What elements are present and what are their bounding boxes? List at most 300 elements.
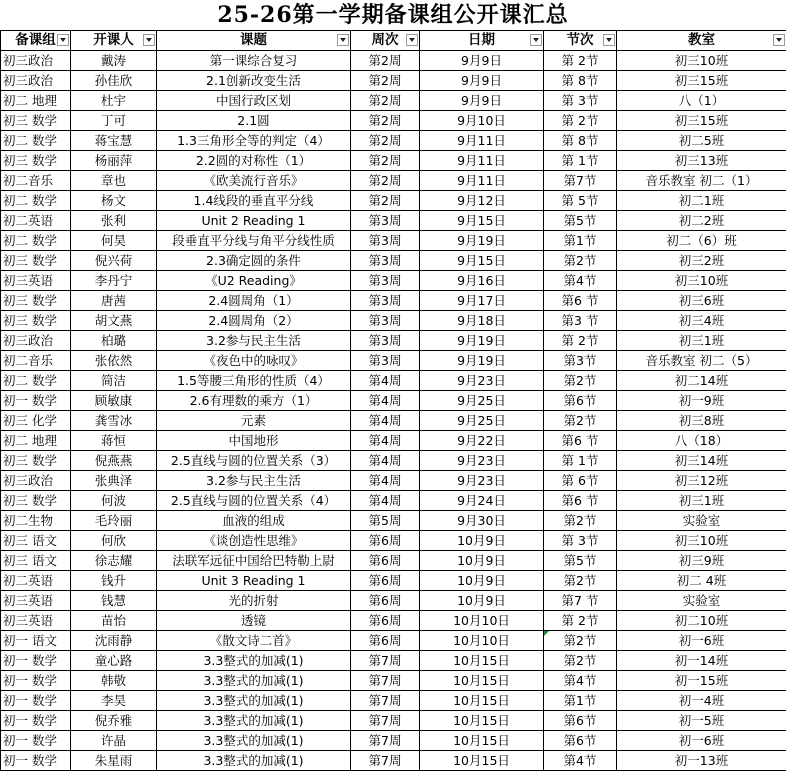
cell-group[interactable]: 初三政治 bbox=[1, 51, 71, 71]
cell-period[interactable]: 第4节 bbox=[544, 271, 617, 291]
filter-dropdown-icon[interactable] bbox=[143, 34, 155, 46]
cell-period[interactable]: 第 3节 bbox=[544, 91, 617, 111]
table-row bbox=[1, 531, 786, 551]
cell-classroom[interactable]: 初二5班 bbox=[617, 131, 786, 151]
cell-teacher[interactable]: 李昊 bbox=[71, 691, 157, 711]
cell-group[interactable]: 初一 数学 bbox=[1, 691, 71, 711]
cell-classroom[interactable]: 初二14班 bbox=[617, 371, 786, 391]
cell-week[interactable]: 第6周 bbox=[351, 531, 420, 551]
cell-teacher[interactable]: 钱慧 bbox=[71, 591, 157, 611]
cell-topic[interactable]: 2.4圆周角（1） bbox=[157, 291, 351, 311]
cell-teacher[interactable]: 龚雪冰 bbox=[71, 411, 157, 431]
cell-topic[interactable]: 法联军远征中国给巴特勒上尉 bbox=[157, 551, 351, 571]
table-row bbox=[1, 51, 786, 71]
cell-teacher[interactable]: 李丹宁 bbox=[71, 271, 157, 291]
table-body bbox=[1, 51, 786, 771]
cell-week[interactable]: 第3周 bbox=[351, 291, 420, 311]
table-row bbox=[1, 171, 786, 191]
cell-week[interactable]: 第3周 bbox=[351, 351, 420, 371]
cell-date[interactable]: 9月24日 bbox=[420, 491, 544, 511]
cell-date[interactable]: 9月30日 bbox=[420, 511, 544, 531]
cell-week[interactable]: 第3周 bbox=[351, 231, 420, 251]
cell-classroom[interactable]: 初三1班 bbox=[617, 331, 786, 351]
column-header-label: 开课人 bbox=[93, 32, 134, 48]
cell-topic[interactable]: 3.3整式的加减(1) bbox=[157, 651, 351, 671]
cell-group[interactable]: 初二 数学 bbox=[1, 131, 71, 151]
cell-classroom[interactable]: 音乐教室 初二（5） bbox=[617, 351, 786, 371]
cell-week[interactable]: 第7周 bbox=[351, 751, 420, 771]
cell-teacher[interactable]: 倪兴荷 bbox=[71, 251, 157, 271]
table-row bbox=[1, 111, 786, 131]
cell-teacher[interactable]: 简洁 bbox=[71, 371, 157, 391]
cell-group[interactable]: 初二音乐 bbox=[1, 351, 71, 371]
cell-group[interactable]: 初一 数学 bbox=[1, 731, 71, 751]
cell-classroom[interactable]: 初三10班 bbox=[617, 531, 786, 551]
cell-topic[interactable]: 中国地形 bbox=[157, 431, 351, 451]
cell-topic[interactable]: 光的折射 bbox=[157, 591, 351, 611]
column-header-label: 节次 bbox=[567, 32, 594, 48]
cell-topic[interactable]: 2.5直线与圆的位置关系（4） bbox=[157, 491, 351, 511]
cell-period[interactable]: 第6 节 bbox=[544, 491, 617, 511]
sheet-title: 25-26第一学期备课组公开课汇总 bbox=[0, 0, 786, 30]
table-row bbox=[1, 151, 786, 171]
cell-topic[interactable]: Unit 2 Reading 1 bbox=[157, 211, 351, 231]
cell-date[interactable]: 9月12日 bbox=[420, 191, 544, 211]
cell-date[interactable]: 9月10日 bbox=[420, 111, 544, 131]
cell-date[interactable]: 9月22日 bbox=[420, 431, 544, 451]
cell-week[interactable]: 第2周 bbox=[351, 71, 420, 91]
cell-group[interactable]: 初三 数学 bbox=[1, 151, 71, 171]
cell-period[interactable]: 第 2节 bbox=[544, 331, 617, 351]
cell-week[interactable]: 第4周 bbox=[351, 451, 420, 471]
cell-classroom[interactable]: 初三6班 bbox=[617, 291, 786, 311]
cell-classroom[interactable]: 初一14班 bbox=[617, 651, 786, 671]
cell-week[interactable]: 第6周 bbox=[351, 591, 420, 611]
cell-date[interactable]: 9月19日 bbox=[420, 351, 544, 371]
cell-group[interactable]: 初二 数学 bbox=[1, 231, 71, 251]
cell-classroom[interactable]: 初二10班 bbox=[617, 611, 786, 631]
cell-period[interactable]: 第1节 bbox=[544, 231, 617, 251]
cell-date[interactable]: 9月19日 bbox=[420, 331, 544, 351]
cell-date[interactable]: 9月18日 bbox=[420, 311, 544, 331]
cell-teacher[interactable]: 蒋宝慧 bbox=[71, 131, 157, 151]
cell-classroom[interactable]: 初一6班 bbox=[617, 631, 786, 651]
cell-classroom[interactable]: 初三9班 bbox=[617, 551, 786, 571]
cell-week[interactable]: 第3周 bbox=[351, 271, 420, 291]
cell-topic[interactable]: 2.6有理数的乘方（1） bbox=[157, 391, 351, 411]
cell-classroom[interactable]: 初二（6）班 bbox=[617, 231, 786, 251]
cell-date[interactable]: 10月15日 bbox=[420, 691, 544, 711]
cell-teacher[interactable]: 蒋恒 bbox=[71, 431, 157, 451]
cell-group[interactable]: 初二 数学 bbox=[1, 371, 71, 391]
cell-period[interactable]: 第2节 bbox=[544, 631, 617, 651]
cell-week[interactable]: 第2周 bbox=[351, 131, 420, 151]
column-header-teacher bbox=[71, 31, 157, 51]
column-header-topic bbox=[157, 31, 351, 51]
cell-group[interactable]: 初三 数学 bbox=[1, 451, 71, 471]
cell-week[interactable]: 第4周 bbox=[351, 391, 420, 411]
cell-teacher[interactable]: 韩敬 bbox=[71, 671, 157, 691]
cell-topic[interactable]: 透镜 bbox=[157, 611, 351, 631]
cell-teacher[interactable]: 张利 bbox=[71, 211, 157, 231]
cell-classroom[interactable]: 初三8班 bbox=[617, 411, 786, 431]
cell-teacher[interactable]: 顾敏康 bbox=[71, 391, 157, 411]
cell-group[interactable]: 初三政治 bbox=[1, 331, 71, 351]
cell-topic[interactable]: 2.4圆周角（2） bbox=[157, 311, 351, 331]
cell-period[interactable]: 第2节 bbox=[544, 411, 617, 431]
cell-topic[interactable]: 3.3整式的加减(1) bbox=[157, 751, 351, 771]
cell-date[interactable]: 9月19日 bbox=[420, 231, 544, 251]
cell-week[interactable]: 第4周 bbox=[351, 371, 420, 391]
cell-topic[interactable]: 2.5直线与圆的位置关系（3） bbox=[157, 451, 351, 471]
cell-classroom[interactable]: 八（1） bbox=[617, 91, 786, 111]
cell-week[interactable]: 第4周 bbox=[351, 491, 420, 511]
cell-week[interactable]: 第4周 bbox=[351, 411, 420, 431]
cell-group[interactable]: 初二 地理 bbox=[1, 91, 71, 111]
cell-teacher[interactable]: 童心路 bbox=[71, 651, 157, 671]
table-row bbox=[1, 211, 786, 231]
cell-topic[interactable]: 2.2圆的对称性（1） bbox=[157, 151, 351, 171]
cell-date[interactable]: 10月15日 bbox=[420, 651, 544, 671]
table-row bbox=[1, 191, 786, 211]
cell-teacher[interactable]: 杨文 bbox=[71, 191, 157, 211]
table-row bbox=[1, 391, 786, 411]
cell-classroom[interactable]: 八（18） bbox=[617, 431, 786, 451]
cell-topic[interactable]: 3.3整式的加减(1) bbox=[157, 691, 351, 711]
cell-date[interactable]: 10月10日 bbox=[420, 631, 544, 651]
cell-date[interactable]: 9月15日 bbox=[420, 251, 544, 271]
cell-period[interactable]: 第 6节 bbox=[544, 471, 617, 491]
cell-date[interactable]: 9月25日 bbox=[420, 411, 544, 431]
cell-teacher[interactable]: 徐志耀 bbox=[71, 551, 157, 571]
cell-classroom[interactable]: 初三12班 bbox=[617, 471, 786, 491]
cell-topic[interactable]: 1.5等腰三角形的性质（4） bbox=[157, 371, 351, 391]
column-header-label: 周次 bbox=[372, 32, 399, 48]
cell-teacher[interactable]: 钱升 bbox=[71, 571, 157, 591]
cell-teacher[interactable]: 柏璐 bbox=[71, 331, 157, 351]
table-row bbox=[1, 711, 786, 731]
table-row bbox=[1, 551, 786, 571]
cell-week[interactable]: 第7周 bbox=[351, 671, 420, 691]
cell-teacher[interactable]: 章也 bbox=[71, 171, 157, 191]
cell-period[interactable]: 第4节 bbox=[544, 671, 617, 691]
cell-period[interactable]: 第6节 bbox=[544, 731, 617, 751]
table-row bbox=[1, 691, 786, 711]
cell-teacher[interactable]: 杜宇 bbox=[71, 91, 157, 111]
column-header-date bbox=[420, 31, 544, 51]
cell-date[interactable]: 9月11日 bbox=[420, 131, 544, 151]
cell-group[interactable]: 初三政治 bbox=[1, 471, 71, 491]
cell-group[interactable]: 初二音乐 bbox=[1, 171, 71, 191]
cell-period[interactable]: 第 1节 bbox=[544, 151, 617, 171]
cell-date[interactable]: 10月9日 bbox=[420, 591, 544, 611]
cell-teacher[interactable]: 苗怡 bbox=[71, 611, 157, 631]
cell-date[interactable]: 9月9日 bbox=[420, 71, 544, 91]
column-header-period bbox=[544, 31, 617, 51]
cell-group[interactable]: 初三 数学 bbox=[1, 311, 71, 331]
cell-topic[interactable]: 3.2参与民主生活 bbox=[157, 331, 351, 351]
cell-topic[interactable]: Unit 3 Reading 1 bbox=[157, 571, 351, 591]
cell-group[interactable]: 初一 数学 bbox=[1, 651, 71, 671]
table-row bbox=[1, 71, 786, 91]
filter-dropdown-icon[interactable] bbox=[603, 34, 615, 46]
cell-classroom[interactable]: 初一4班 bbox=[617, 691, 786, 711]
cell-group[interactable]: 初三英语 bbox=[1, 591, 71, 611]
table-row bbox=[1, 131, 786, 151]
cell-period[interactable]: 第5节 bbox=[544, 551, 617, 571]
cell-date[interactable]: 10月10日 bbox=[420, 611, 544, 631]
cell-classroom[interactable]: 初一15班 bbox=[617, 671, 786, 691]
cell-date[interactable]: 10月15日 bbox=[420, 751, 544, 771]
cell-topic[interactable]: 段垂直平分线与角平分线性质 bbox=[157, 231, 351, 251]
filter-dropdown-icon[interactable] bbox=[773, 34, 785, 46]
column-header-label: 课题 bbox=[240, 32, 267, 48]
cell-week[interactable]: 第4周 bbox=[351, 431, 420, 451]
cell-week[interactable]: 第7周 bbox=[351, 731, 420, 751]
cell-period[interactable]: 第2节 bbox=[544, 511, 617, 531]
cell-week[interactable]: 第2周 bbox=[351, 91, 420, 111]
cell-classroom[interactable]: 初二2班 bbox=[617, 211, 786, 231]
cell-topic[interactable]: 1.4线段的垂直平分线 bbox=[157, 191, 351, 211]
cell-group[interactable]: 初二英语 bbox=[1, 571, 71, 591]
table-row bbox=[1, 91, 786, 111]
cell-teacher[interactable]: 倪燕燕 bbox=[71, 451, 157, 471]
cell-group[interactable]: 初一 数学 bbox=[1, 391, 71, 411]
cell-group[interactable]: 初三英语 bbox=[1, 271, 71, 291]
cell-classroom[interactable]: 实验室 bbox=[617, 591, 786, 611]
column-header-label: 日期 bbox=[468, 32, 495, 48]
cell-week[interactable]: 第2周 bbox=[351, 191, 420, 211]
cell-classroom[interactable]: 初二 4班 bbox=[617, 571, 786, 591]
cell-period[interactable]: 第2节 bbox=[544, 371, 617, 391]
cell-teacher[interactable]: 毛玲丽 bbox=[71, 511, 157, 531]
cell-topic[interactable]: 2.1圆 bbox=[157, 111, 351, 131]
cell-date[interactable]: 9月23日 bbox=[420, 451, 544, 471]
cell-classroom[interactable]: 初二1班 bbox=[617, 191, 786, 211]
table-row bbox=[1, 571, 786, 591]
cell-classroom[interactable]: 初三15班 bbox=[617, 111, 786, 131]
filter-dropdown-icon[interactable] bbox=[406, 34, 418, 46]
cell-teacher[interactable]: 胡文燕 bbox=[71, 311, 157, 331]
cell-topic[interactable]: 2.3确定圆的条件 bbox=[157, 251, 351, 271]
cell-date[interactable]: 9月11日 bbox=[420, 151, 544, 171]
cell-period[interactable]: 第5节 bbox=[544, 211, 617, 231]
cell-week[interactable]: 第2周 bbox=[351, 111, 420, 131]
cell-period[interactable]: 第1节 bbox=[544, 691, 617, 711]
cell-teacher[interactable]: 何昊 bbox=[71, 231, 157, 251]
cell-date[interactable]: 10月15日 bbox=[420, 731, 544, 751]
cell-classroom[interactable]: 音乐教室 初二（1） bbox=[617, 171, 786, 191]
cell-topic[interactable]: 1.3三角形全等的判定（4） bbox=[157, 131, 351, 151]
cell-topic[interactable]: 《夜色中的咏叹》 bbox=[157, 351, 351, 371]
cell-period[interactable]: 第2节 bbox=[544, 651, 617, 671]
cell-week[interactable]: 第6周 bbox=[351, 611, 420, 631]
cell-date[interactable]: 9月11日 bbox=[420, 171, 544, 191]
cell-period[interactable]: 第6 节 bbox=[544, 291, 617, 311]
cell-period[interactable]: 第 8节 bbox=[544, 71, 617, 91]
cell-week[interactable]: 第4周 bbox=[351, 471, 420, 491]
cell-week[interactable]: 第2周 bbox=[351, 51, 420, 71]
filter-dropdown-icon[interactable] bbox=[57, 34, 69, 46]
cell-period[interactable]: 第 1节 bbox=[544, 451, 617, 471]
table-row bbox=[1, 651, 786, 671]
cell-date[interactable]: 9月9日 bbox=[420, 51, 544, 71]
column-header-label: 教室 bbox=[688, 32, 715, 48]
cell-period[interactable]: 第 2节 bbox=[544, 51, 617, 71]
cell-classroom[interactable]: 初三10班 bbox=[617, 51, 786, 71]
cell-group[interactable]: 初三 语文 bbox=[1, 551, 71, 571]
cell-teacher[interactable]: 朱星雨 bbox=[71, 751, 157, 771]
cell-group[interactable]: 初三 数学 bbox=[1, 491, 71, 511]
cell-topic[interactable]: 元素 bbox=[157, 411, 351, 431]
cell-teacher[interactable]: 沈雨静 bbox=[71, 631, 157, 651]
cell-date[interactable]: 10月9日 bbox=[420, 571, 544, 591]
cell-week[interactable]: 第6周 bbox=[351, 571, 420, 591]
header-row bbox=[1, 31, 786, 51]
cell-topic[interactable]: 《欧美流行音乐》 bbox=[157, 171, 351, 191]
cell-group[interactable]: 初三 数学 bbox=[1, 111, 71, 131]
cell-group[interactable]: 初一 数学 bbox=[1, 711, 71, 731]
cell-teacher[interactable]: 何波 bbox=[71, 491, 157, 511]
table-row bbox=[1, 491, 786, 511]
cell-week[interactable]: 第6周 bbox=[351, 631, 420, 651]
filter-dropdown-icon[interactable] bbox=[337, 34, 349, 46]
cell-date[interactable]: 9月25日 bbox=[420, 391, 544, 411]
cell-classroom[interactable]: 初一13班 bbox=[617, 751, 786, 771]
table-row bbox=[1, 731, 786, 751]
cell-classroom[interactable]: 初一9班 bbox=[617, 391, 786, 411]
cell-week[interactable]: 第3周 bbox=[351, 311, 420, 331]
cell-period[interactable]: 第 5节 bbox=[544, 191, 617, 211]
column-header-label: 备课组 bbox=[15, 32, 56, 48]
cell-topic[interactable]: 3.2参与民主生活 bbox=[157, 471, 351, 491]
cell-period[interactable]: 第2节 bbox=[544, 251, 617, 271]
table-row bbox=[1, 331, 786, 351]
cell-group[interactable]: 初一 数学 bbox=[1, 671, 71, 691]
cell-classroom[interactable]: 初三2班 bbox=[617, 251, 786, 271]
cell-teacher[interactable]: 丁可 bbox=[71, 111, 157, 131]
cell-teacher[interactable]: 张依然 bbox=[71, 351, 157, 371]
cell-topic[interactable]: 《散文诗二首》 bbox=[157, 631, 351, 651]
cell-date[interactable]: 9月17日 bbox=[420, 291, 544, 311]
cell-group[interactable]: 初二 数学 bbox=[1, 191, 71, 211]
cell-period[interactable]: 第 8节 bbox=[544, 131, 617, 151]
table-row bbox=[1, 431, 786, 451]
cell-week[interactable]: 第7周 bbox=[351, 651, 420, 671]
cell-group[interactable]: 初三 数学 bbox=[1, 251, 71, 271]
cell-teacher[interactable]: 倪乔雅 bbox=[71, 711, 157, 731]
cell-teacher[interactable]: 何欣 bbox=[71, 531, 157, 551]
cell-group[interactable]: 初一 数学 bbox=[1, 751, 71, 771]
cell-period[interactable]: 第4节 bbox=[544, 751, 617, 771]
cell-topic[interactable]: 血液的组成 bbox=[157, 511, 351, 531]
cell-period[interactable]: 第3节 bbox=[544, 351, 617, 371]
table-row bbox=[1, 271, 786, 291]
cell-group[interactable]: 初三英语 bbox=[1, 611, 71, 631]
table-row bbox=[1, 671, 786, 691]
cell-date[interactable]: 10月9日 bbox=[420, 551, 544, 571]
cell-group[interactable]: 初二英语 bbox=[1, 211, 71, 231]
cell-classroom[interactable]: 初三13班 bbox=[617, 151, 786, 171]
cell-week[interactable]: 第6周 bbox=[351, 551, 420, 571]
cell-week[interactable]: 第2周 bbox=[351, 171, 420, 191]
cell-teacher[interactable]: 戴涛 bbox=[71, 51, 157, 71]
cell-period[interactable]: 第6 节 bbox=[544, 431, 617, 451]
cell-period[interactable]: 第2节 bbox=[544, 571, 617, 591]
cell-topic[interactable]: 3.3整式的加减(1) bbox=[157, 671, 351, 691]
cell-week[interactable]: 第3周 bbox=[351, 211, 420, 231]
cell-teacher[interactable]: 孙佳欣 bbox=[71, 71, 157, 91]
cell-classroom[interactable]: 初三1班 bbox=[617, 491, 786, 511]
cell-group[interactable]: 初二 地理 bbox=[1, 431, 71, 451]
cell-teacher[interactable]: 杨丽萍 bbox=[71, 151, 157, 171]
cell-classroom[interactable]: 实验室 bbox=[617, 511, 786, 531]
cell-topic[interactable]: 中国行政区划 bbox=[157, 91, 351, 111]
cell-date[interactable]: 10月9日 bbox=[420, 531, 544, 551]
cell-classroom[interactable]: 初一5班 bbox=[617, 711, 786, 731]
cell-date[interactable]: 10月15日 bbox=[420, 671, 544, 691]
cell-group[interactable]: 初三 化学 bbox=[1, 411, 71, 431]
cell-date[interactable]: 9月9日 bbox=[420, 91, 544, 111]
cell-period[interactable]: 第6节 bbox=[544, 391, 617, 411]
column-header-group bbox=[1, 31, 71, 51]
cell-period[interactable]: 第 2节 bbox=[544, 611, 617, 631]
filter-dropdown-icon[interactable] bbox=[530, 34, 542, 46]
cell-week[interactable]: 第2周 bbox=[351, 151, 420, 171]
cell-period[interactable]: 第7节 bbox=[544, 171, 617, 191]
cell-period[interactable]: 第6节 bbox=[544, 711, 617, 731]
cell-teacher[interactable]: 张典泽 bbox=[71, 471, 157, 491]
cell-teacher[interactable]: 唐茜 bbox=[71, 291, 157, 311]
cell-week[interactable]: 第5周 bbox=[351, 511, 420, 531]
table-row bbox=[1, 471, 786, 491]
cell-week[interactable]: 第7周 bbox=[351, 691, 420, 711]
cell-period[interactable]: 第 3节 bbox=[544, 531, 617, 551]
cell-period[interactable]: 第 2节 bbox=[544, 111, 617, 131]
cell-week[interactable]: 第7周 bbox=[351, 711, 420, 731]
cell-topic[interactable]: 第一课综合复习 bbox=[157, 51, 351, 71]
cell-classroom[interactable]: 初三4班 bbox=[617, 311, 786, 331]
cell-topic[interactable]: 3.3整式的加减(1) bbox=[157, 731, 351, 751]
cell-topic[interactable]: 2.1创新改变生活 bbox=[157, 71, 351, 91]
cell-topic[interactable]: 3.3整式的加减(1) bbox=[157, 711, 351, 731]
cell-period[interactable]: 第7 节 bbox=[544, 591, 617, 611]
cell-group[interactable]: 初三 语文 bbox=[1, 531, 71, 551]
cell-group[interactable]: 初二生物 bbox=[1, 511, 71, 531]
cell-week[interactable]: 第3周 bbox=[351, 331, 420, 351]
cell-date[interactable]: 9月23日 bbox=[420, 371, 544, 391]
table-row bbox=[1, 251, 786, 271]
cell-date[interactable]: 9月16日 bbox=[420, 271, 544, 291]
cell-topic[interactable]: 《U2 Reading》 bbox=[157, 271, 351, 291]
cell-group[interactable]: 初一 语文 bbox=[1, 631, 71, 651]
cell-group[interactable]: 初三政治 bbox=[1, 71, 71, 91]
cell-topic[interactable]: 《谈创造性思维》 bbox=[157, 531, 351, 551]
cell-classroom[interactable]: 初三10班 bbox=[617, 271, 786, 291]
cell-classroom[interactable]: 初三14班 bbox=[617, 451, 786, 471]
column-header-classroom bbox=[617, 31, 786, 51]
schedule-table bbox=[0, 30, 786, 771]
cell-week[interactable]: 第3周 bbox=[351, 251, 420, 271]
cell-classroom[interactable]: 初三15班 bbox=[617, 71, 786, 91]
cell-period[interactable]: 第3 节 bbox=[544, 311, 617, 331]
cell-teacher[interactable]: 许晶 bbox=[71, 731, 157, 751]
cell-date[interactable]: 9月23日 bbox=[420, 471, 544, 491]
cell-date[interactable]: 9月15日 bbox=[420, 211, 544, 231]
cell-group[interactable]: 初三 数学 bbox=[1, 291, 71, 311]
cell-date[interactable]: 10月15日 bbox=[420, 711, 544, 731]
cell-classroom[interactable]: 初一6班 bbox=[617, 731, 786, 751]
